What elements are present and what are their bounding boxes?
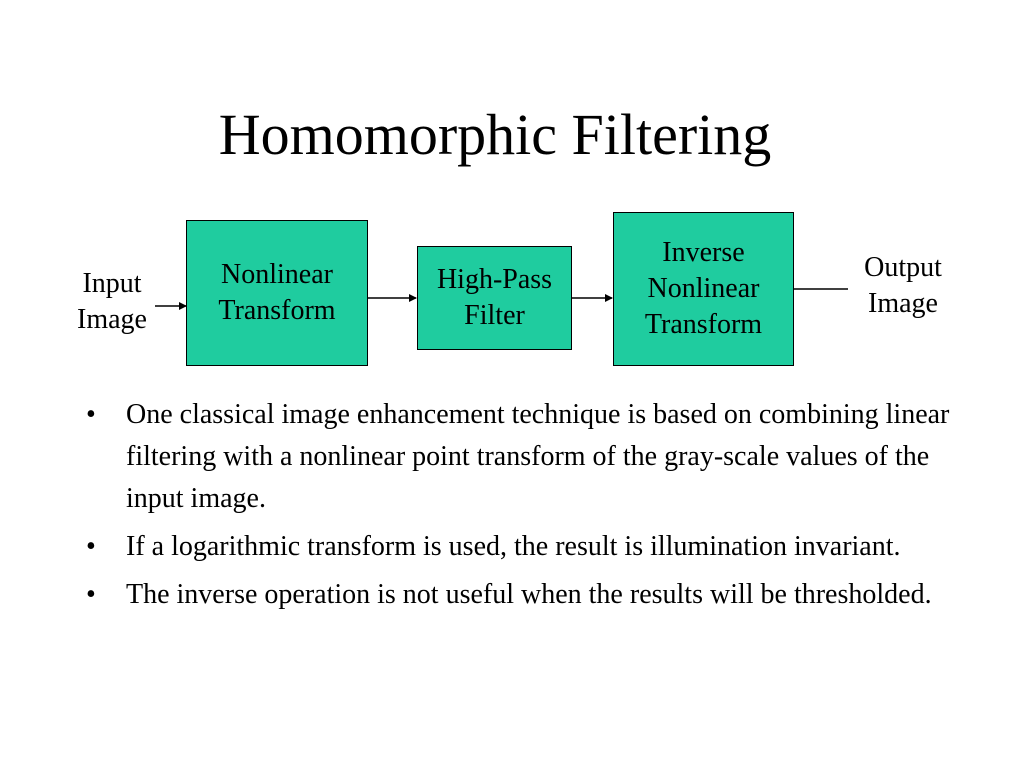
- bullet-item: [86, 574, 966, 616]
- bullet-list: [86, 394, 966, 622]
- nonlinear-transform-block: Nonlinear Transform: [186, 220, 368, 366]
- bullet-text: One classical image enhancement technique is based on combining linear filtering with a nonlinear point transform of the gray-scale values of the input image.: [126, 399, 950, 514]
- bullet-icon: •: [86, 531, 96, 562]
- bullet-item: [86, 394, 966, 520]
- bullet-icon: •: [86, 579, 96, 610]
- bullet-icon: •: [86, 399, 96, 430]
- output-image-label: Output Image: [864, 252, 942, 319]
- inverse-nonlinear-transform-block: Inverse Nonlinear Transform: [613, 212, 794, 366]
- bullet-item: [86, 526, 966, 568]
- bullet-text: The inverse operation is not useful when the results will be thresholded.: [126, 579, 932, 610]
- input-image-label: Input Image: [77, 268, 147, 335]
- high-pass-filter-block: High-Pass Filter: [417, 246, 572, 350]
- bullet-text: If a logarithmic transform is used, the result is illumination invariant.: [126, 531, 901, 562]
- slide-title: Homomorphic Filtering: [218, 102, 772, 167]
